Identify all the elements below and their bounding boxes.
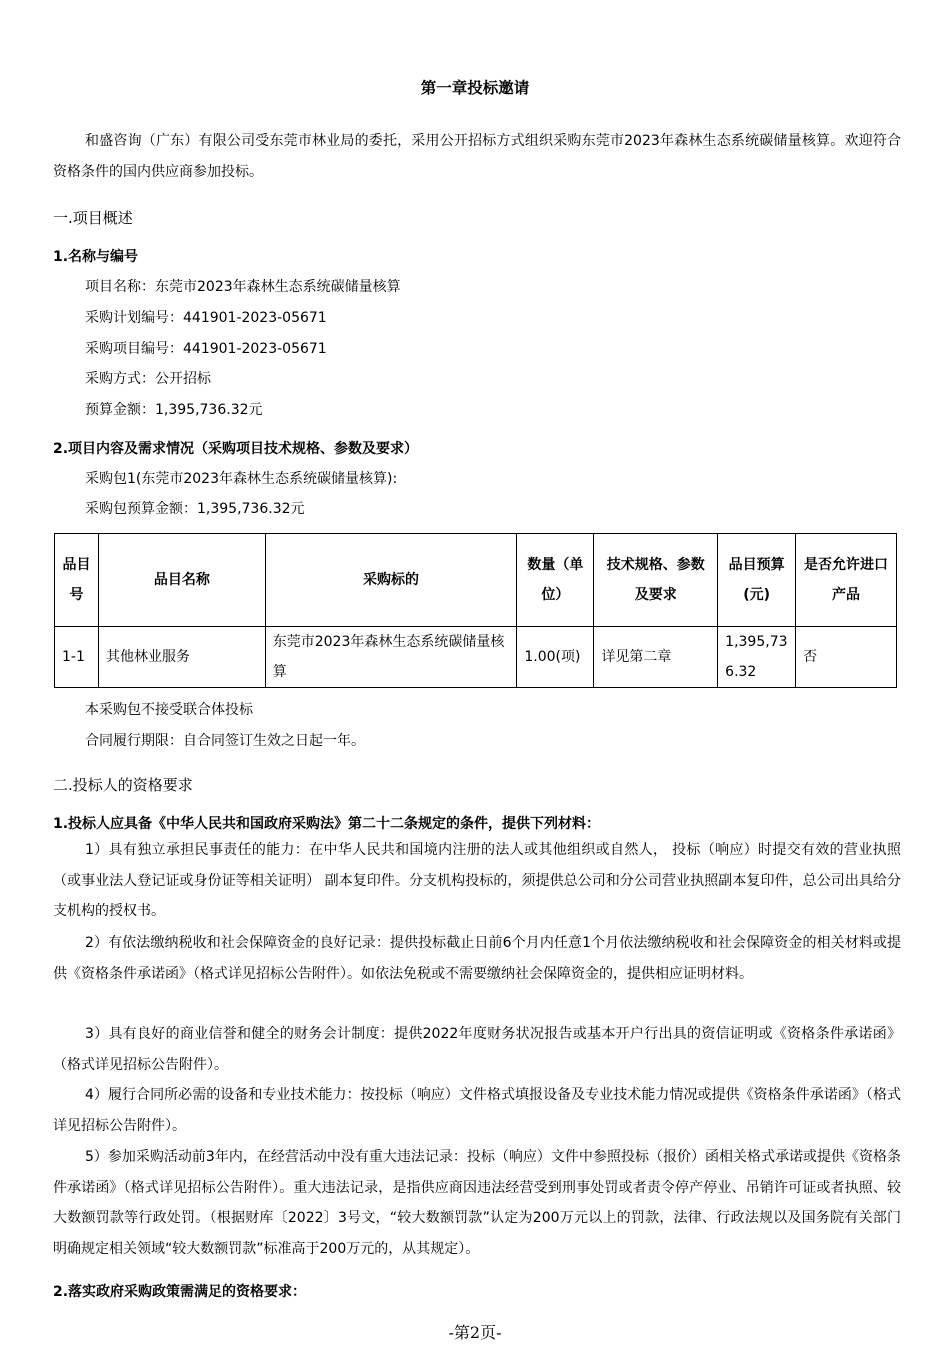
- procurement-method-line: 采购方式：公开招标: [85, 371, 211, 387]
- table-cell: 1-1: [55, 627, 99, 688]
- table-header-row: [55, 534, 897, 627]
- qualification-item-5: 5）参加采购活动前3年内，在经营活动中没有重大违法记录：投标（响应）文件中参照投标（报价）函相关格式承诺或提供《资格条件承诺函》（格式详见招标公告附件）。重大违法记录，是指供应商因违法经营受到刑事处罚或者责令停产停业、吊销许可证或者执照、较大数额罚款等行政处罚。（根据财库〔2022〕3号文，“较大数额罚款”认定为200万元以上的罚款，法律、行政法规以及国务院有关部门明确规定相关领域“较大数额罚款”标准高于200万元的，从其规定）。: [53, 1149, 901, 1257]
- table-header-cell: 是否允许进口产品: [796, 534, 897, 627]
- table-cell: 1,395,736.32: [718, 627, 796, 688]
- contract-period-note: 合同履行期限：自合同签订生效之日起一年。: [85, 733, 365, 749]
- section1-heading: 一.项目概述: [53, 209, 133, 227]
- qualification-item-3: 3）具有良好的商业信誉和健全的财务会计制度：提供2022年度财务状况报告或基本开户行出具的资信证明或《资格条件承诺函》（格式详见招标公告附件）。: [53, 1026, 901, 1073]
- table-row: [55, 627, 897, 688]
- qualification-item-1: 1）具有独立承担民事责任的能力：在中华人民共和国境内注册的法人或其他组织或自然人， 投标（响应）时提交有效的营业执照（或事业法人登记证或身份证等相关证明） 副本复印件。分支机构投标的，须提供总公司和分公司营业执照副本复印件，总公司出具给分支机构的授权书。: [53, 842, 901, 919]
- project-name-line: 项目名称：东莞市2023年森林生态系统碳储量核算: [85, 279, 401, 295]
- table-cell: 详见第二章: [594, 627, 718, 688]
- table-cell: 1.00(项): [517, 627, 594, 688]
- section1-sub1-heading: 1.名称与编号: [53, 249, 139, 265]
- package-budget-line: 采购包预算金额：1,395,736.32元: [85, 501, 305, 517]
- consortium-note: 本采购包不接受联合体投标: [85, 702, 253, 718]
- budget-line: 预算金额：1,395,736.32元: [85, 402, 263, 418]
- section2-sub2-heading: 2.落实政府采购政策需满足的资格要求：: [53, 1284, 307, 1300]
- section2-sub1-heading: 1.投标人应具备《中华人民共和国政府采购法》第二十二条规定的条件，提供下列材料：: [53, 816, 601, 832]
- package-line: 采购包1(东莞市2023年森林生态系统碳储量核算):: [85, 471, 398, 487]
- table-header-cell: 品目预算(元): [718, 534, 796, 627]
- section2-heading: 二.投标人的资格要求: [53, 776, 193, 794]
- table-cell: 其他林业服务: [98, 627, 265, 688]
- plan-number-line: 采购计划编号：441901-2023-05671: [85, 310, 327, 326]
- project-number-line: 采购项目编号：441901-2023-05671: [85, 341, 327, 357]
- table-cell: 否: [796, 627, 897, 688]
- page-number: -第2页-: [448, 1323, 502, 1342]
- qualification-item-4: 4）履行合同所必需的设备和专业技术能力：按投标（响应）文件格式填报设备及专业技术能力情况或提供《资格条件承诺函》（格式详见招标公告附件）。: [53, 1087, 901, 1134]
- table-header-cell: 采购标的: [265, 534, 517, 627]
- table-header-cell: 品目名称: [98, 534, 265, 627]
- section1-sub2-heading: 2.项目内容及需求情况（采购项目技术规格、参数及要求）: [53, 441, 419, 457]
- items-table: [54, 533, 897, 688]
- table-header-cell: 品目号: [55, 534, 99, 627]
- table-cell: 东莞市2023年森林生态系统碳储量核算: [265, 627, 517, 688]
- qualification-item-2: 2）有依法缴纳税收和社会保障资金的良好记录：提供投标截止日前6个月内任意1个月依法缴纳税收和社会保障资金的相关材料或提供《资格条件承诺函》（格式详见招标公告附件）。如依法免税或不需要缴纳社会保障资金的，提供相应证明材料。: [53, 935, 901, 982]
- intro-paragraph: 和盛咨询（广东）有限公司受东莞市林业局的委托，采用公开招标方式组织采购东莞市2023年森林生态系统碳储量核算。欢迎符合资格条件的国内供应商参加投标。: [53, 133, 901, 180]
- table-header-cell: 数量（单位）: [517, 534, 594, 627]
- page-title: 第一章投标邀请: [420, 79, 530, 97]
- table-header-cell: 技术规格、参数及要求: [594, 534, 718, 627]
